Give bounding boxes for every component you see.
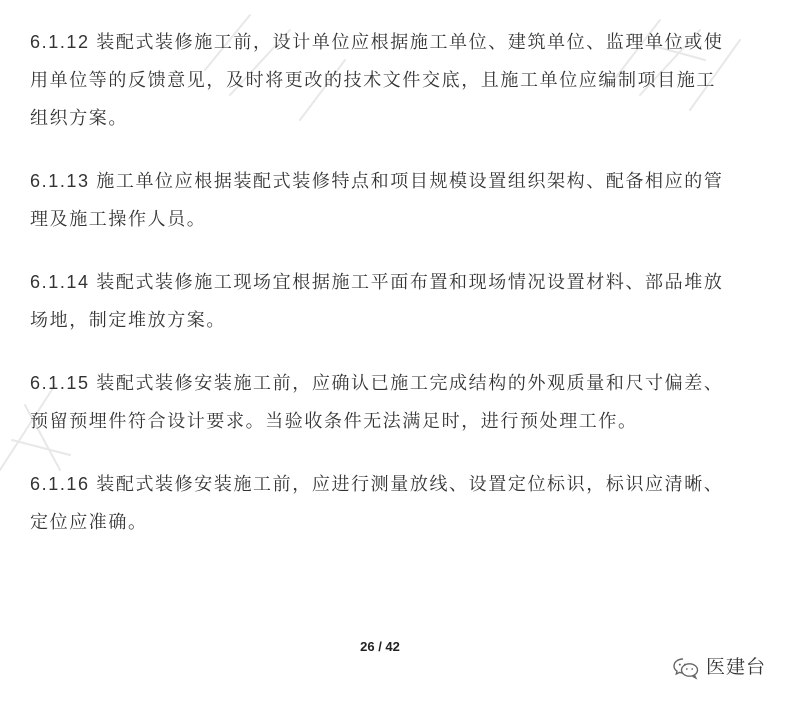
clause-line: 场地，制定堆放方案。	[30, 310, 226, 330]
clause-line: 6.1.15 装配式装修安装施工前，应确认已施工完成结构的外观质量和尺寸偏差、	[30, 373, 724, 393]
clause-6-1-13	[30, 162, 787, 238]
clause-line: 定位应准确。	[30, 512, 148, 532]
wechat-icon	[672, 656, 700, 680]
clause-line: 6.1.12 装配式装修施工前，设计单位应根据施工单位、建筑单位、监理单位或使	[30, 32, 724, 52]
clause-line: 6.1.16 装配式装修安装施工前，应进行测量放线、设置定位标识，标识应清晰、	[30, 474, 724, 494]
clause-line: 用单位等的反馈意见，及时将更改的技术文件交底，且施工单位应编制项目施工	[30, 70, 716, 90]
clause-line: 组织方案。	[30, 108, 128, 128]
page-number: 26 / 42	[360, 639, 400, 654]
clause-line: 预留预埋件符合设计要求。当验收条件无法满足时，进行预处理工作。	[30, 411, 638, 431]
source-badge	[672, 654, 766, 682]
clause-6-1-16	[30, 465, 787, 541]
clause-line: 6.1.14 装配式装修施工现场宜根据施工平面布置和现场情况设置材料、部品堆放	[30, 272, 724, 292]
clause-6-1-15	[30, 364, 787, 440]
clause-line: 理及施工操作人员。	[30, 209, 207, 229]
clause-6-1-12	[30, 23, 787, 137]
badge-label: 医建台	[706, 657, 767, 678]
clause-line: 6.1.13 施工单位应根据装配式装修特点和项目规模设置组织架构、配备相应的管	[30, 171, 724, 191]
clause-6-1-14	[30, 263, 787, 339]
